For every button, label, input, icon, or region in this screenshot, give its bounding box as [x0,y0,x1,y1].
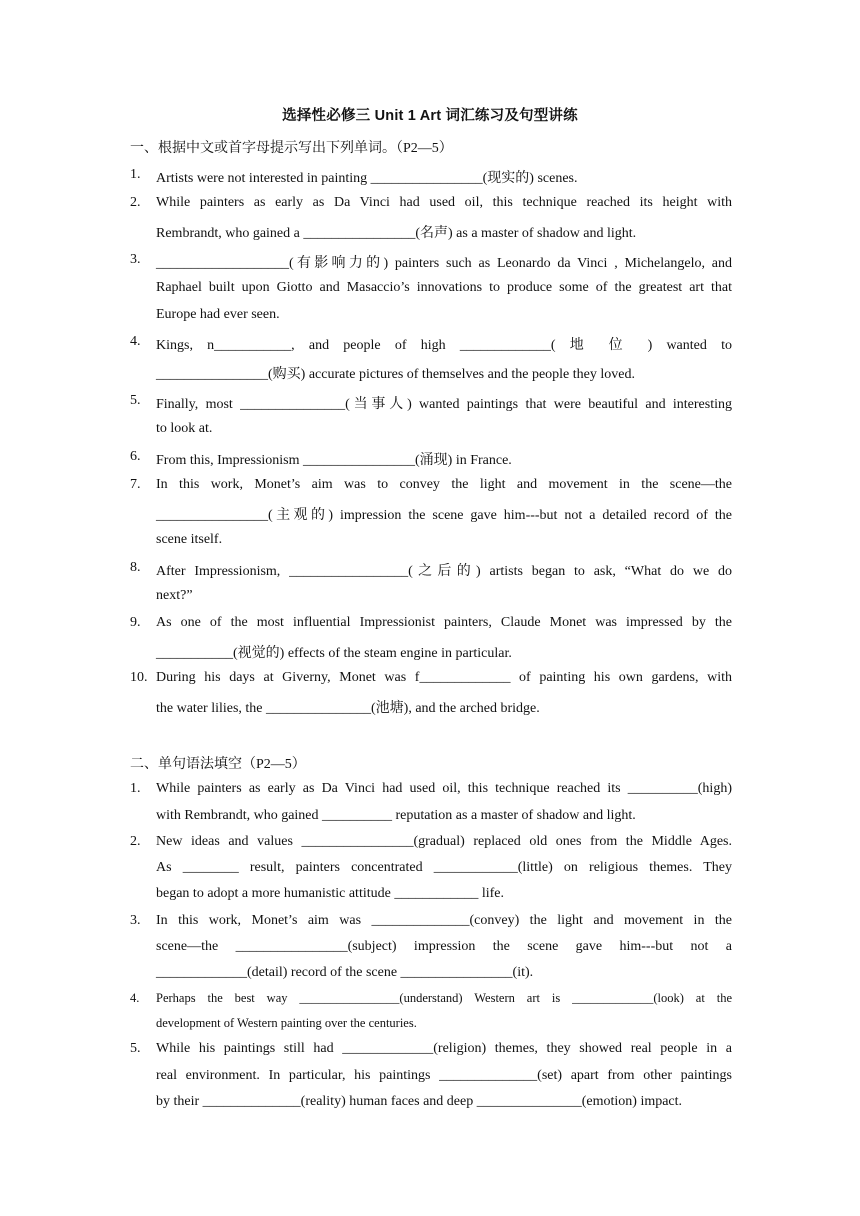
item-number: 4. [130,334,141,349]
item-line: scene—the ________________(subject) impression the scene gave him---but not a [156,939,732,954]
item-number: 2. [130,834,141,849]
item-line: As ________ result, painters concentrated ____________(little) on religious themes. They [156,860,732,875]
item-line: scene itself. [156,532,223,547]
item-line: Europe had ever seen. [156,307,280,322]
item-number: 8. [130,560,141,575]
item-line: As one of the most influential Impressionist painters, Claude Monet was impressed by the [156,615,732,630]
item-number: 5. [130,393,141,408]
item-number: 3. [130,252,141,267]
item-line: In this work, Monet’s aim was ______________(convey) the light and movement in the [156,913,732,928]
section-2-heading: 二、单句语法填空（P2—5） [130,757,306,772]
item-line: next?” [156,588,193,603]
item-line: Raphael built upon Giotto and Masaccio’s innovations to produce some of the greatest art that [156,280,732,295]
item-line: Artists were not interested in painting ________________(现实的) scenes. [156,171,578,186]
item-line: While his paintings still had _____________(religion) themes, they showed real people in a [156,1041,732,1056]
section-1-heading: 一、根据中文或首字母提示写出下列单词。（P2—5） [130,141,453,156]
item-number: 6. [130,449,141,464]
item-line: ___________________(有影响力的) painters such as Leonardo da Vinci , Michelangelo, and [156,256,732,271]
item-line: real environment. In particular, his paintings ______________(set) apart from other paintings [156,1068,732,1083]
item-line: Finally, most _______________(当事人) wanted paintings that were beautiful and interesting [156,397,732,412]
item-number: 3. [130,913,141,928]
item-line: with Rembrandt, who gained __________ reputation as a master of shadow and light. [156,808,636,823]
item-number: 9. [130,615,141,630]
item-line: While painters as early as Da Vinci had used oil, this technique reached its __________(high) [156,781,732,796]
item-line: to look at. [156,421,213,436]
item-line: _____________(detail) record of the scene ________________(it). [156,965,534,980]
item-number: 5. [130,1041,141,1056]
item-line: began to adopt a more humanistic attitude ____________ life. [156,886,504,901]
item-line: by their ______________(reality) human faces and deep _______________(emotion) impact. [156,1094,683,1109]
item-number: 1. [130,167,141,182]
item-line: Kings, n___________, and people of high _____________( 地 位 ) wanted to [156,338,732,353]
item-line: After Impressionism, _________________(之后的) artists began to ask, “What do we do [156,564,732,579]
item-line: In this work, Monet’s aim was to convey the light and movement in the scene—the [156,477,732,492]
item-number: 10. [130,670,148,685]
item-line: From this, Impressionism ________________(涌现) in France. [156,453,512,468]
item-line: ________________(主观的) impression the scene gave him---but not a detailed record of the [156,508,732,523]
item-line: During his days at Giverny, Monet was f_____________ of painting his own gardens, with [156,670,732,685]
item-number: 4. [130,991,140,1005]
item-number: 2. [130,195,141,210]
item-line: Rembrandt, who gained a ________________(名声) as a master of shadow and light. [156,226,637,241]
document-title: 选择性必修三 Unit 1 Art 词汇练习及句型讲练 [282,108,578,124]
item-line: development of Western painting over the centuries. [156,1016,417,1030]
item-number: 7. [130,477,141,492]
item-line: ___________(视觉的) effects of the steam engine in particular. [156,646,512,661]
item-number: 1. [130,781,141,796]
item-line: Perhaps the best way ________________(understand) Western art is _____________(look) at the [156,991,732,1005]
item-line: ________________(购买) accurate pictures of themselves and the people they loved. [156,367,635,382]
item-line: the water lilies, the _______________(池塘), and the arched bridge. [156,701,540,716]
item-line: New ideas and values ________________(gradual) replaced old ones from the Middle Ages. [156,834,732,849]
item-line: While painters as early as Da Vinci had used oil, this technique reached its height with [156,195,732,210]
